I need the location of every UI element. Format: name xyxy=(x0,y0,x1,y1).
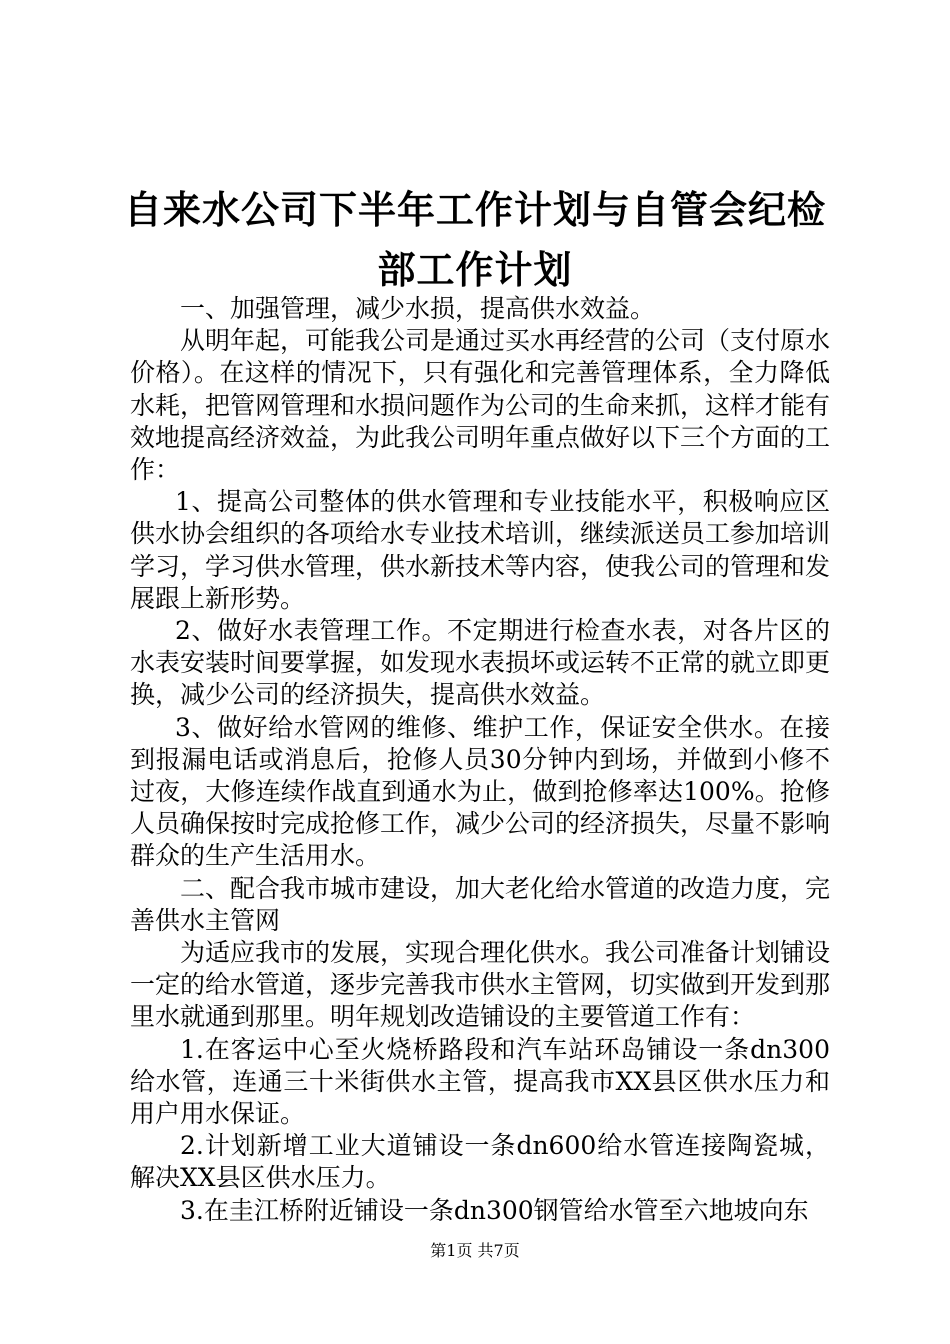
paragraph-intro: 从明年起，可能我公司是通过买水再经营的公司（支付原水价格）。在这样的情况下，只有强化和完善管理体系，全力降低水耗，把管网管理和水损问题作为公司的生命来抓，这样才能有效地提高经济效益，为此我公司明年重点做好以下三个方面的工作： xyxy=(130,326,831,485)
list-item-1: 1、提高公司整体的供水管理和专业技能水平，积极响应区供水协会组织的各项给水专业技术培训，继续派送员工参加培训学习，学习供水管理，供水新技术等内容，使我公司的管理和发展跟上新形势。 xyxy=(130,487,831,613)
plan-item-1: 1.在客运中心至火烧桥路段和汽车站环岛铺设一条dn300给水管，连通三十米街供水主管，提高我市XX县区供水压力和用户用水保证。 xyxy=(130,1034,830,1129)
document-title: 自来水公司下半年工作计划与自管会纪检部工作计划 xyxy=(123,188,826,292)
paragraph-plan: 为适应我市的发展，实现合理化供水。我公司准备计划铺设一定的给水管道，逐步完善我市供水主管网，切实做到开发到那里水就通到那里。明年规划改造铺设的主要管道工作有： xyxy=(130,938,831,1032)
page-footer: 第1页 共7页 xyxy=(430,1241,520,1260)
list-item-2: 2、做好水表管理工作。不定期进行检查水表，对各片区的水表安装时间要掌握，如发现水表损坏或运转不正常的就立即更换，减少公司的经济损失，提高供水效益。 xyxy=(130,616,831,710)
plan-item-3: 3.在圭江桥附近铺设一条dn300钢管给水管至六地坡向东 xyxy=(180,1195,809,1225)
document-body xyxy=(130,293,830,1227)
plan-item-2: 2.计划新增工业大道铺设一条dn600给水管连接陶瓷城，解决XX县区供水压力。 xyxy=(130,1131,830,1193)
list-item-3: 3、做好给水管网的维修、维护工作，保证安全供水。在接到报漏电话或消息后，抢修人员30分钟内到场，并做到小修不过夜，大修连续作战直到通水为止，做到抢修率达100%。抢修人员确保按时完成抢修工作，减少公司的经济损失，尽量不影响群众的生产生活用水。 xyxy=(130,712,831,871)
section-heading-1: 一、加强管理，减少水损，提高供水效益。 xyxy=(180,294,656,323)
section-heading-2: 二、配合我市城市建设，加大老化给水管道的改造力度，完善供水主管网 xyxy=(130,873,831,935)
